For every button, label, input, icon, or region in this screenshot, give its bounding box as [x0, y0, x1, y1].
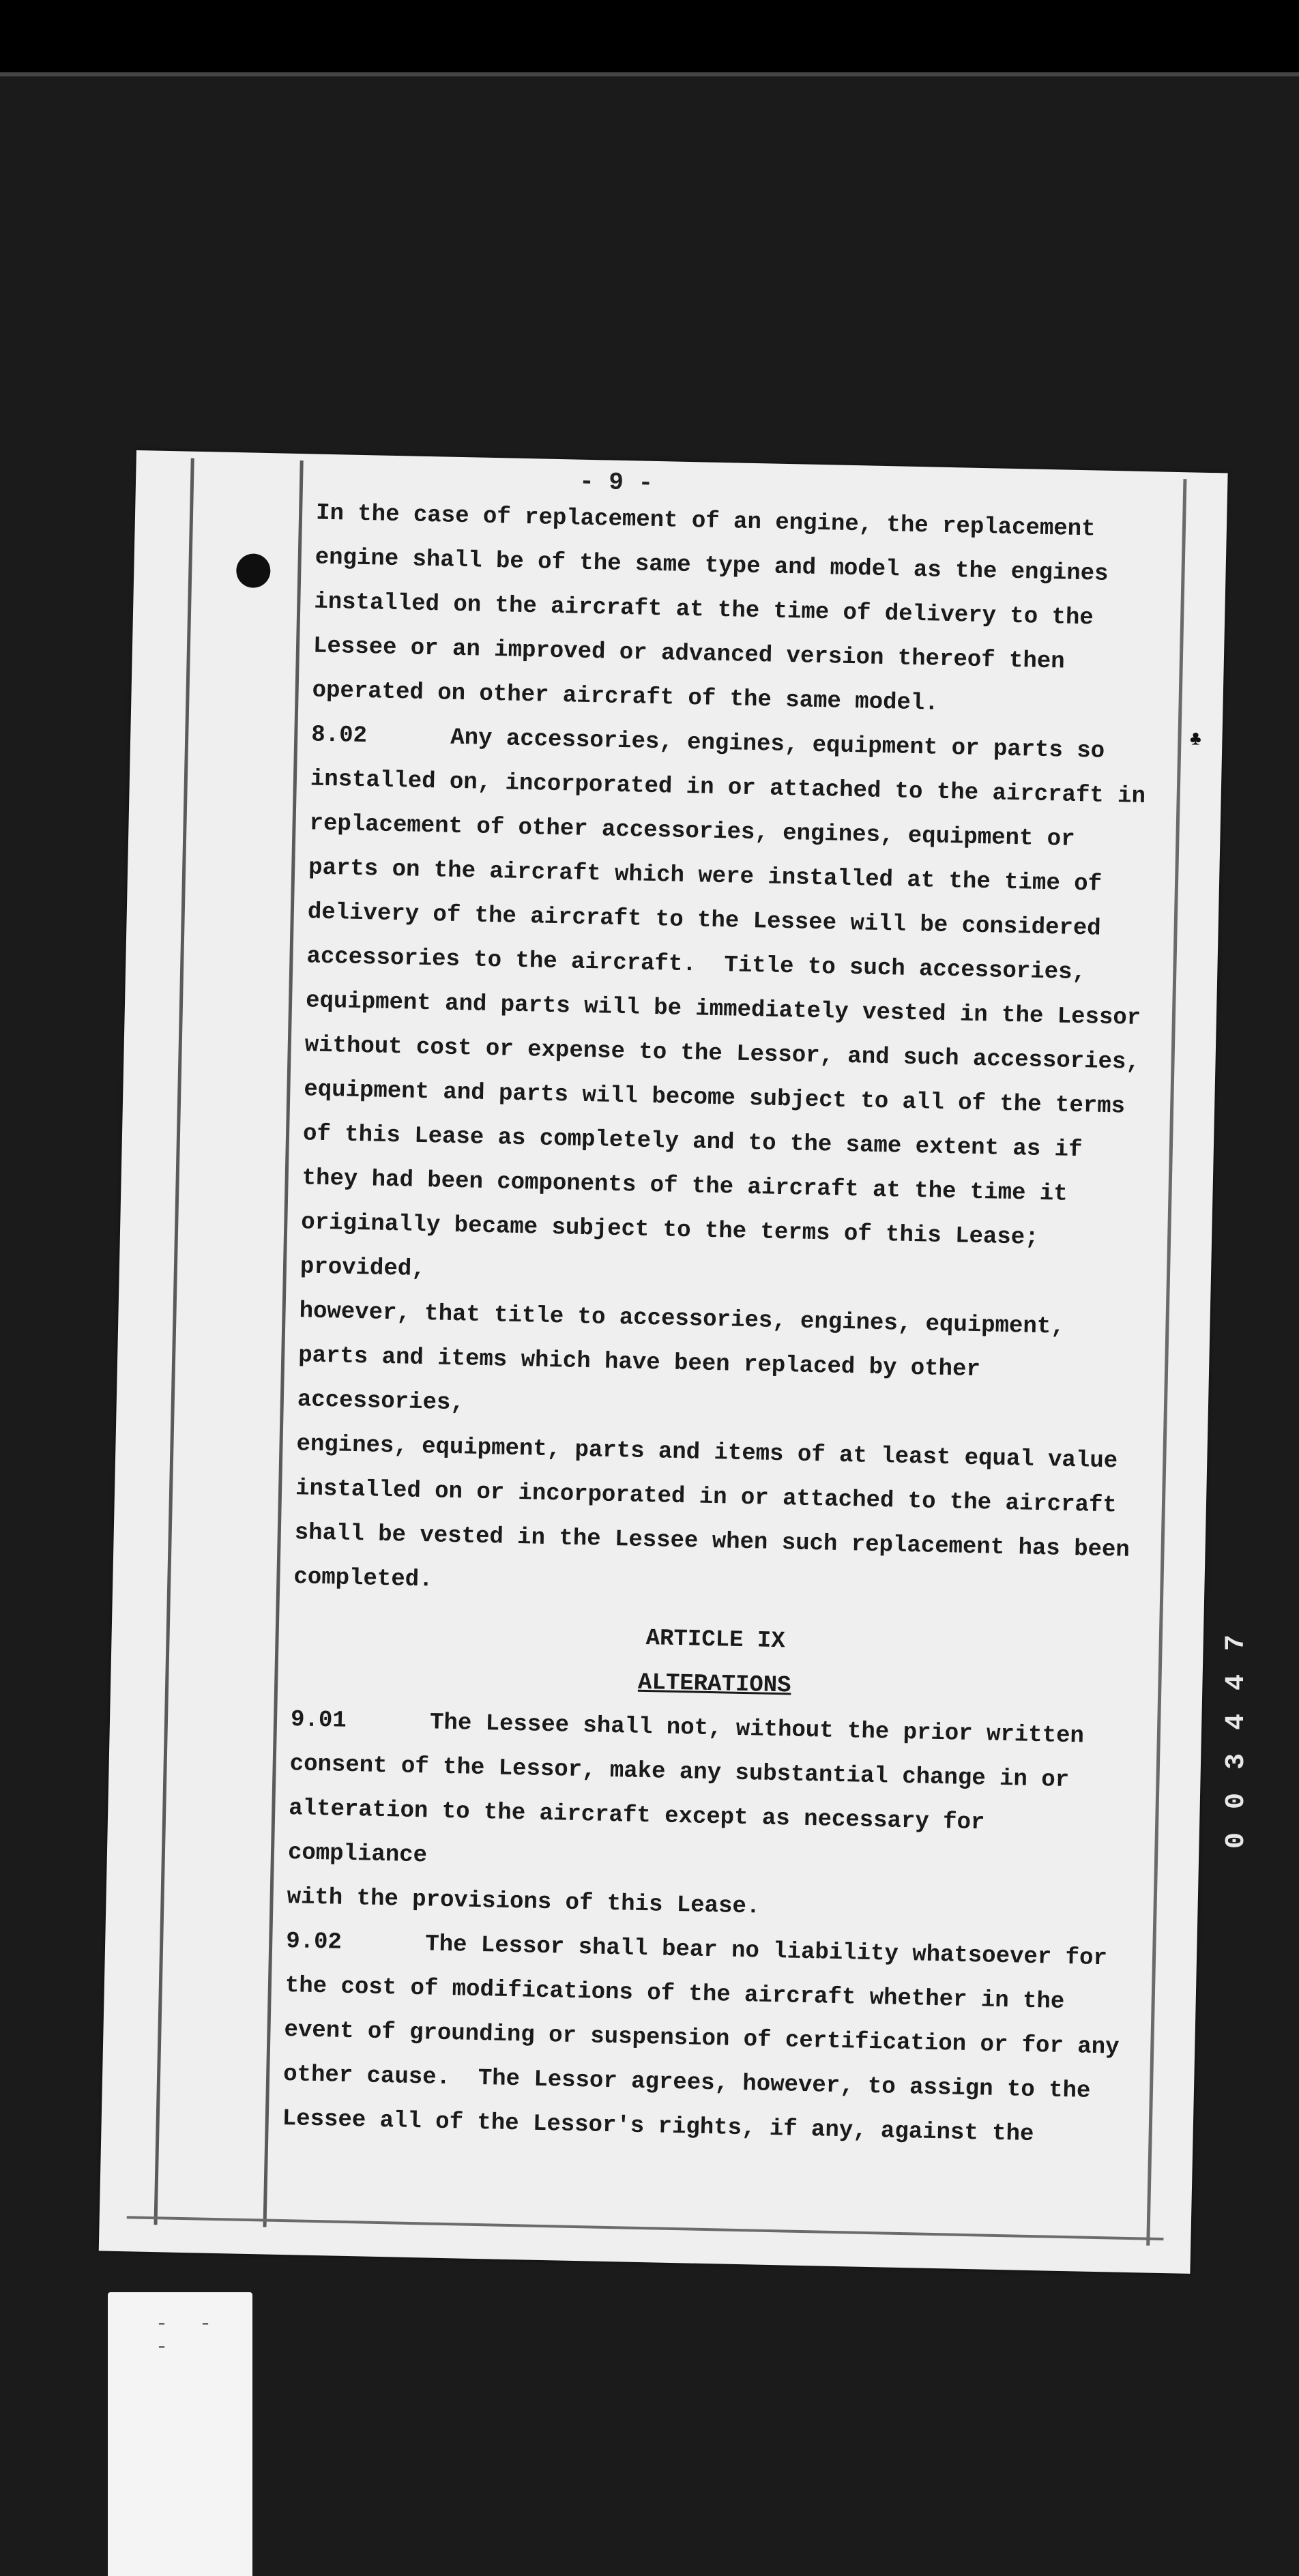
text-line: engine shall be of the same type and model as the engines: [315, 544, 1109, 587]
text-line: they had been components of the aircraft at the time it: [302, 1165, 1068, 1208]
text-line: Lessee or an improved or advanced version thereof then: [312, 633, 1065, 675]
text-line: parts and items which have been replaced by other accessories,: [297, 1343, 995, 1417]
text-line: 8.02 Any accessories, engines, equipment or parts so: [310, 722, 1105, 765]
punch-hole: [236, 553, 271, 588]
text-line: originally became subject to the terms of this Lease; provided,: [300, 1210, 1053, 1283]
text-line: replacement of other accessories, engines, equipment or: [309, 810, 1075, 853]
text-line: operated on other aircraft of the same model.: [312, 677, 939, 717]
page-bottom-line: [127, 2216, 1164, 2240]
text-line: event of grounding or suspension of certification or for any: [284, 2017, 1120, 2061]
page-number: - 9 -: [579, 467, 654, 497]
document-body: [282, 492, 1162, 2159]
article-title: ALTERATIONS: [637, 1669, 791, 1699]
text-line: installed on or incorporated in or attached to the aircraft: [295, 1476, 1118, 1519]
text-line: engines, equipment, parts and items of at least equal value: [296, 1431, 1118, 1475]
article-heading: ARTICLE IX: [645, 1626, 786, 1655]
text-line: accessories to the aircraft. Title to such accessories,: [306, 943, 1087, 986]
text-line: the cost of modifications of the aircraft whether in the: [284, 1973, 1065, 2015]
film-tab: [108, 2292, 252, 2576]
film-top-band: [0, 0, 1299, 74]
text-line: 9.02 The Lessor shall bear no liability whatsoever for: [285, 1929, 1108, 1972]
maple-leaf-icon: ♣: [1189, 728, 1202, 752]
text-line: other cause. The Lessor agrees, however, to assign to the: [282, 2062, 1091, 2105]
text-line: alteration to the aircraft except as necessary for compliance: [287, 1796, 999, 1869]
film-edge-line: [0, 72, 1299, 76]
text-line: Lessee all of the Lessor's rights, if any, against the: [282, 2106, 1034, 2148]
document-page: [99, 450, 1228, 2274]
text-line: delivery of the aircraft to the Lessee will be considered: [307, 899, 1102, 942]
text-line: shall be vested in the Lessee when such replacement has been: [294, 1520, 1130, 1564]
text-line: without cost or expense to the Lessor, and such accessories,: [304, 1032, 1141, 1076]
text-line: completed.: [293, 1564, 433, 1594]
text-line: equipment and parts will be immediately vested in the Lessor: [305, 988, 1141, 1032]
margin-line-left-outer: [154, 458, 194, 2225]
text-line: In the case of replacement of an engine, the replacement: [315, 500, 1096, 543]
text-line: installed on, incorporated in or attached to the aircraft in: [310, 766, 1146, 810]
text-line: parts on the aircraft which were installed at the time of: [308, 855, 1103, 898]
text-line: consent of the Lessor, make any substantial change in or: [289, 1751, 1070, 1794]
text-line: of this Lease as completely and to the same extent as if: [302, 1121, 1083, 1164]
frame-number: 003447: [1221, 1611, 1252, 1849]
text-line: however, that title to accessories, engines, equipment,: [299, 1298, 1065, 1341]
text-line: 9.01 The Lessee shall not, without the prior written: [290, 1707, 1085, 1750]
tab-marks: - - -: [156, 2313, 222, 2359]
text-line: equipment and parts will become subject to all of the terms: [304, 1077, 1126, 1120]
text-line: with the provisions of this Lease.: [287, 1884, 761, 1920]
text-line: installed on the aircraft at the time of delivery to the: [313, 589, 1094, 632]
